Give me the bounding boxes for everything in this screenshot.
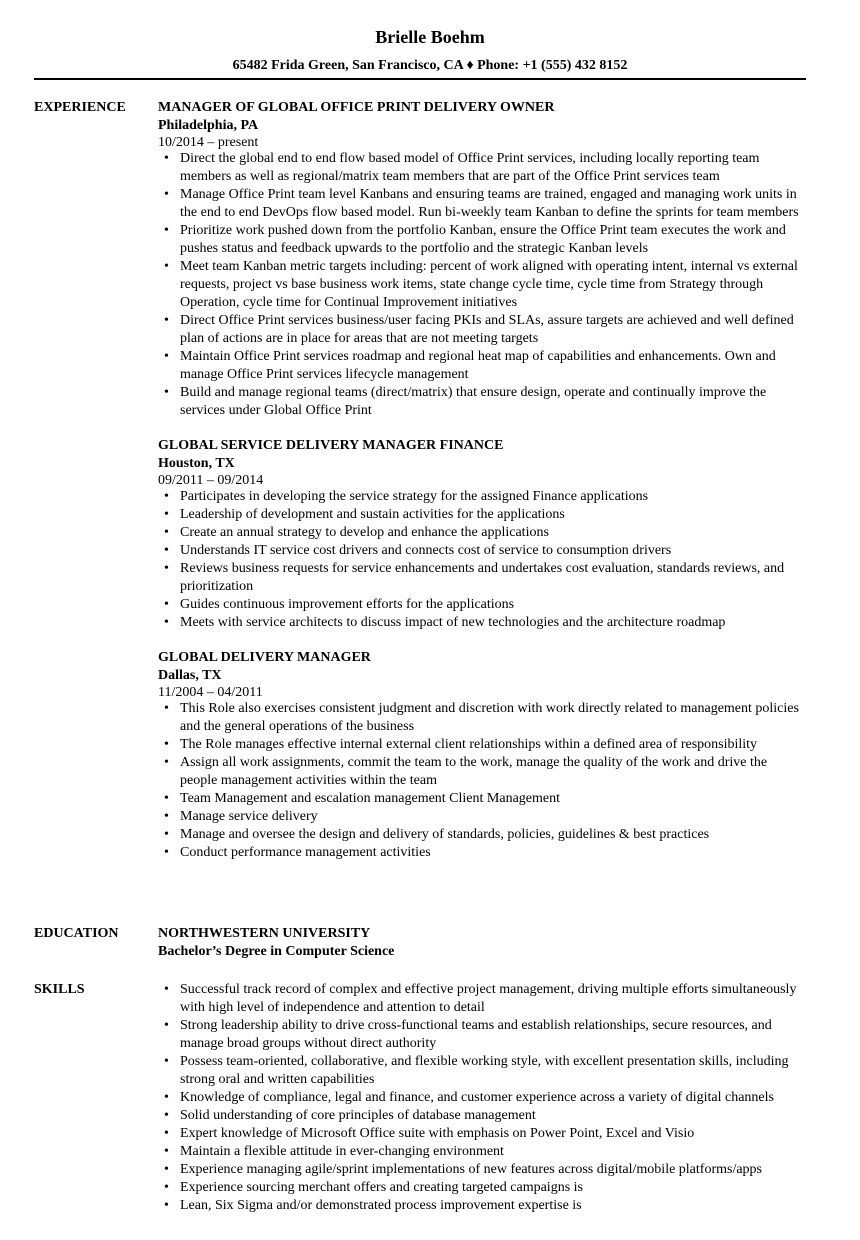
job-bullets [158,150,806,420]
section-label-education: EDUCATION [34,926,119,941]
list-item-text: Meet team Kanban metric targets including: percent of work aligned with operating intent, internal vs external requests, project vs base business work items, state change cycle time, cycle time from Strategy through Operation, cycle time for Continual Improvement initiatives [180,259,798,310]
list-item [158,736,806,754]
bullet-icon: • [164,385,169,400]
job-title: GLOBAL DELIVERY MANAGER [158,650,371,665]
list-item [158,1197,806,1215]
bullet-icon: • [164,615,169,630]
list-item-text: Reviews business requests for service enhancements and undertakes cost evaluation, standards reviews, and prioritization [180,561,785,594]
list-item-text: Maintain a flexible attitude in ever-changing environment [180,1144,504,1159]
list-item-text: Successful track record of complex and effective project management, driving multiple efforts simultaneously with high level of independence and attention to detail [180,982,797,1015]
bullet-icon: • [164,507,169,522]
bullet-icon: • [164,1144,169,1159]
education-body [158,925,806,961]
list-item-text: Build and manage regional teams (direct/matrix) that ensure design, operate and continually improve the services under Global Office Print [180,385,767,418]
list-item [158,258,806,312]
list-item-text: Understands IT service cost drivers and connects cost of service to consumption drivers [180,543,672,558]
list-item-text: Prioritize work pushed down from the portfolio Kanban, ensure the Office Print team executes the work and pushes status and feedback upwards to the portfolio and the strategic Kanban levels [180,223,786,256]
list-item [158,312,806,348]
list-item [158,1125,806,1143]
list-item-text: Possess team-oriented, collaborative, and flexible working style, with excellent presentation skills, including strong oral and written capabilities [180,1054,789,1087]
list-item-text: Participates in developing the service strategy for the assigned Finance applications [180,489,649,504]
list-item [158,1089,806,1107]
list-item [158,560,806,596]
bullet-icon: • [164,223,169,238]
list-item [158,150,806,186]
list-item [158,596,806,614]
job-bullets [158,488,806,632]
list-item-text: Manage service delivery [180,809,318,824]
bullet-icon: • [164,561,169,576]
list-item [158,790,806,808]
bullet-icon: • [164,259,169,274]
header-divider [34,78,806,80]
job-entry [158,649,806,862]
job-location: Dallas, TX [158,668,222,683]
list-item-text: The Role manages effective internal external client relationships within a defined area of responsibility [180,737,758,752]
list-item [158,1017,806,1053]
bullet-icon: • [164,349,169,364]
list-item [158,826,806,844]
list-item-text: Strong leadership ability to drive cross-functional teams and establish relationships, secure resources, and manage broad groups without direct authority [180,1018,772,1051]
job-dates: 11/2004 – 04/2011 [158,685,263,700]
section-label-experience: EXPERIENCE [34,100,126,115]
list-item [158,1161,806,1179]
list-item-text: Experience sourcing merchant offers and creating targeted campaigns is [180,1180,583,1195]
list-item [158,1107,806,1125]
job-dates: 09/2011 – 09/2014 [158,473,264,488]
section-label-skills: SKILLS [34,982,85,997]
degree: Bachelor’s Degree in Computer Science [158,944,395,959]
bullet-icon: • [164,755,169,770]
list-item [158,222,806,258]
school-name: NORTHWESTERN UNIVERSITY [158,926,371,941]
list-item-text: Solid understanding of core principles of database management [180,1108,536,1123]
list-item-text: Team Management and escalation management Client Management [180,791,560,806]
list-item [158,700,806,736]
job-location: Philadelphia, PA [158,118,259,133]
bullet-icon: • [164,1054,169,1069]
bullet-icon: • [164,791,169,806]
bullet-icon: • [164,737,169,752]
list-item [158,1143,806,1161]
list-item [158,754,806,790]
list-item [158,981,806,1017]
bullet-icon: • [164,982,169,997]
list-item-text: Experience managing agile/sprint implementations of new features across digital/mobile platforms/apps [180,1162,762,1177]
experience-list [158,99,806,879]
bullet-icon: • [164,151,169,166]
bullet-icon: • [164,1018,169,1033]
list-item-text: This Role also exercises consistent judgment and discretion with work directly related to management policies and the general operations of the business [180,701,799,734]
job-bullets [158,700,806,862]
skills-body [158,981,806,1215]
list-item [158,1053,806,1089]
bullet-icon: • [164,1126,169,1141]
bullet-icon: • [164,597,169,612]
list-item [158,524,806,542]
list-item-text: Direct the global end to end flow based model of Office Print services, including locally reporting team members as well as regional/matrix team members that are part of the Office Print services team [180,151,760,184]
list-item-text: Expert knowledge of Microsoft Office suite with emphasis on Power Point, Excel and Visio [180,1126,695,1141]
candidate-name: Brielle Boehm [375,27,485,47]
list-item-text: Lean, Six Sigma and/or demonstrated process improvement expertise is [180,1198,582,1213]
list-item-text: Assign all work assignments, commit the team to the work, manage the quality of the work and drive the people management activities within the team [180,755,768,788]
job-dates: 10/2014 – present [158,135,259,150]
bullet-icon: • [164,525,169,540]
list-item-text: Guides continuous improvement efforts for the applications [180,597,515,612]
bullet-icon: • [164,543,169,558]
resume-header [0,0,860,75]
list-item [158,384,806,420]
bullet-icon: • [164,827,169,842]
bullet-icon: • [164,187,169,202]
bullet-icon: • [164,1162,169,1177]
list-item [158,506,806,524]
skills-list [158,981,806,1215]
list-item [158,348,806,384]
contact-line: 65482 Frida Green, San Francisco, CA ♦ Phone: +1 (555) 432 8152 [232,58,628,73]
list-item-text: Leadership of development and sustain activities for the applications [180,507,565,522]
job-location: Houston, TX [158,456,235,471]
job-title: GLOBAL SERVICE DELIVERY MANAGER FINANCE [158,438,504,453]
bullet-icon: • [164,809,169,824]
list-item [158,844,806,862]
bullet-icon: • [164,1180,169,1195]
bullet-icon: • [164,489,169,504]
bullet-icon: • [164,313,169,328]
list-item-text: Maintain Office Print services roadmap and regional heat map of capabilities and enhancements. Own and manage Office Print services lifecycle management [180,349,776,382]
list-item [158,186,806,222]
job-entry [158,99,806,420]
bullet-icon: • [164,1090,169,1105]
list-item [158,808,806,826]
list-item [158,1179,806,1197]
list-item-text: Conduct performance management activities [180,845,431,860]
list-item [158,614,806,632]
bullet-icon: • [164,1108,169,1123]
job-entry [158,437,806,632]
list-item [158,542,806,560]
list-item-text: Manage and oversee the design and delivery of standards, policies, guidelines & best practices [180,827,710,842]
list-item-text: Create an annual strategy to develop and enhance the applications [180,525,549,540]
list-item-text: Direct Office Print services business/user facing PKIs and SLAs, assure targets are achieved and well defined plan of actions are in place for areas that are not meeting targets [180,313,794,346]
job-title: MANAGER OF GLOBAL OFFICE PRINT DELIVERY OWNER [158,100,555,115]
bullet-icon: • [164,845,169,860]
list-item-text: Meets with service architects to discuss impact of new technologies and the architecture roadmap [180,615,726,630]
list-item-text: Knowledge of compliance, legal and finance, and customer experience across a variety of digital channels [180,1090,774,1105]
list-item-text: Manage Office Print team level Kanbans and ensuring teams are trained, engaged and managing work units in the end to end DevOps flow based model. Run bi-weekly team Kanban to define the sprints for team members [180,187,799,220]
list-item [158,488,806,506]
bullet-icon: • [164,1198,169,1213]
bullet-icon: • [164,701,169,716]
